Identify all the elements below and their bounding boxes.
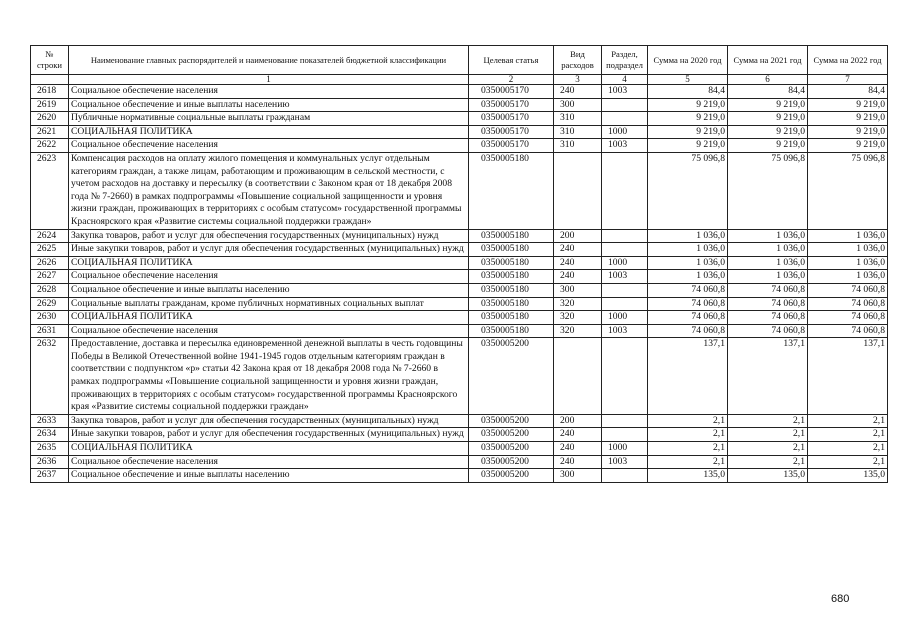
row-name: СОЦИАЛЬНАЯ ПОЛИТИКА	[69, 442, 469, 456]
row-number: 2621	[31, 125, 69, 139]
row-sum-2020: 75 096,8	[648, 152, 728, 229]
row-target: 0350005180	[469, 324, 554, 338]
row-sum-2020: 9 219,0	[648, 139, 728, 153]
column-number: 2	[469, 75, 554, 85]
row-sum-2021: 2,1	[728, 442, 808, 456]
table-row	[31, 125, 888, 139]
row-number: 2632	[31, 338, 69, 415]
header-name: Наименование главных распорядителей и наименование показателей бюджетной классификации	[69, 46, 469, 75]
row-sum-2021: 74 060,8	[728, 297, 808, 311]
row-target: 0350005180	[469, 270, 554, 284]
row-section	[602, 297, 648, 311]
row-section: 1003	[602, 455, 648, 469]
row-section: 1000	[602, 125, 648, 139]
row-target: 0350005180	[469, 311, 554, 325]
row-sum-2021: 1 036,0	[728, 256, 808, 270]
row-number: 2619	[31, 98, 69, 112]
row-sum-2021: 1 036,0	[728, 229, 808, 243]
row-sum-2021: 9 219,0	[728, 112, 808, 126]
row-section: 1000	[602, 256, 648, 270]
header-row-no: № строки	[31, 46, 69, 75]
header-sum-2020: Сумма на 2020 год	[648, 46, 728, 75]
row-name: СОЦИАЛЬНАЯ ПОЛИТИКА	[69, 311, 469, 325]
row-sum-2021: 2,1	[728, 455, 808, 469]
row-target: 0350005170	[469, 112, 554, 126]
row-number: 2625	[31, 243, 69, 257]
row-target: 0350005170	[469, 125, 554, 139]
row-number: 2636	[31, 455, 69, 469]
row-expense-type: 320	[554, 297, 602, 311]
row-sum-2022: 1 036,0	[808, 256, 888, 270]
row-expense-type: 310	[554, 125, 602, 139]
row-number: 2633	[31, 414, 69, 428]
row-expense-type: 310	[554, 139, 602, 153]
column-number-row	[31, 75, 888, 85]
table-row	[31, 324, 888, 338]
row-sum-2020: 1 036,0	[648, 256, 728, 270]
table-row	[31, 229, 888, 243]
table-row	[31, 311, 888, 325]
column-number: 4	[602, 75, 648, 85]
row-target: 0350005180	[469, 297, 554, 311]
table-row	[31, 112, 888, 126]
row-sum-2021: 74 060,8	[728, 324, 808, 338]
row-section	[602, 469, 648, 483]
table-row	[31, 256, 888, 270]
row-target: 0350005170	[469, 85, 554, 99]
row-section: 1003	[602, 324, 648, 338]
header-sum-2022: Сумма на 2022 год	[808, 46, 888, 75]
row-sum-2020: 1 036,0	[648, 243, 728, 257]
row-sum-2022: 2,1	[808, 442, 888, 456]
row-sum-2022: 74 060,8	[808, 324, 888, 338]
row-sum-2021: 137,1	[728, 338, 808, 415]
row-section: 1003	[602, 139, 648, 153]
header-sum-2021: Сумма на 2021 год	[728, 46, 808, 75]
row-number: 2634	[31, 428, 69, 442]
row-sum-2020: 9 219,0	[648, 125, 728, 139]
row-target: 0350005180	[469, 256, 554, 270]
row-section	[602, 112, 648, 126]
row-name: Социальное обеспечение населения	[69, 139, 469, 153]
row-expense-type: 310	[554, 112, 602, 126]
row-target: 0350005200	[469, 414, 554, 428]
row-target: 0350005200	[469, 338, 554, 415]
row-name: СОЦИАЛЬНАЯ ПОЛИТИКА	[69, 125, 469, 139]
column-number: 3	[554, 75, 602, 85]
row-number: 2635	[31, 442, 69, 456]
row-sum-2022: 137,1	[808, 338, 888, 415]
header-expense-type: Вид расходов	[554, 46, 602, 75]
row-sum-2020: 1 036,0	[648, 270, 728, 284]
row-sum-2021: 2,1	[728, 428, 808, 442]
row-expense-type: 240	[554, 243, 602, 257]
column-number	[31, 75, 69, 85]
table-row	[31, 283, 888, 297]
row-sum-2020: 2,1	[648, 455, 728, 469]
row-sum-2020: 2,1	[648, 442, 728, 456]
row-name: Иные закупки товаров, работ и услуг для обеспечения государственных (муниципальных) нужд	[69, 428, 469, 442]
row-sum-2021: 74 060,8	[728, 283, 808, 297]
row-number: 2629	[31, 297, 69, 311]
row-name: Публичные нормативные социальные выплаты гражданам	[69, 112, 469, 126]
table-row	[31, 442, 888, 456]
column-number: 5	[648, 75, 728, 85]
header-target: Целевая статья	[469, 46, 554, 75]
table-row	[31, 98, 888, 112]
header-section: Раздел, подраздел	[602, 46, 648, 75]
row-name: Социальное обеспечение населения	[69, 324, 469, 338]
row-expense-type: 240	[554, 455, 602, 469]
row-sum-2022: 1 036,0	[808, 229, 888, 243]
row-expense-type: 300	[554, 98, 602, 112]
row-name: Закупка товаров, работ и услуг для обеспечения государственных (муниципальных) нужд	[69, 229, 469, 243]
row-expense-type: 300	[554, 469, 602, 483]
column-number: 6	[728, 75, 808, 85]
row-number: 2628	[31, 283, 69, 297]
row-expense-type: 240	[554, 256, 602, 270]
row-target: 0350005180	[469, 229, 554, 243]
row-sum-2020: 9 219,0	[648, 98, 728, 112]
row-sum-2022: 1 036,0	[808, 270, 888, 284]
row-sum-2022: 9 219,0	[808, 98, 888, 112]
row-target: 0350005200	[469, 469, 554, 483]
table-body	[31, 85, 888, 483]
row-sum-2021: 84,4	[728, 85, 808, 99]
column-number: 7	[808, 75, 888, 85]
row-name: Иные закупки товаров, работ и услуг для обеспечения государственных (муниципальных) нужд	[69, 243, 469, 257]
row-sum-2022: 1 036,0	[808, 243, 888, 257]
row-expense-type: 240	[554, 85, 602, 99]
row-sum-2020: 2,1	[648, 428, 728, 442]
table-row	[31, 469, 888, 483]
table-row	[31, 297, 888, 311]
table-row	[31, 270, 888, 284]
table-row	[31, 139, 888, 153]
row-expense-type: 240	[554, 428, 602, 442]
header-row	[31, 46, 888, 75]
row-sum-2021: 9 219,0	[728, 98, 808, 112]
row-number: 2627	[31, 270, 69, 284]
table-row	[31, 152, 888, 229]
row-section: 1000	[602, 442, 648, 456]
row-sum-2020: 135,0	[648, 469, 728, 483]
row-sum-2021: 135,0	[728, 469, 808, 483]
row-target: 0350005180	[469, 243, 554, 257]
row-name: Компенсация расходов на оплату жилого помещения и коммунальных услуг отдельным категориям граждан, а также лицам, работающим и проживающим в сельской местности, с учетом расходов на доставку и пересылку (в соответствии с Законом края от 18 декабря 2008 года № 7-2660) в рамках подпрограммы «Повышение социальной защищенности и уровня жизни граждан, проживающих в территориях с особым статусом» государственной программы Красноярского края «Развитие системы социальной поддержки граждан»	[69, 152, 469, 229]
row-expense-type: 200	[554, 229, 602, 243]
table-row	[31, 455, 888, 469]
row-sum-2021: 74 060,8	[728, 311, 808, 325]
page-number: 680	[831, 593, 850, 605]
row-target: 0350005180	[469, 283, 554, 297]
row-sum-2020: 74 060,8	[648, 283, 728, 297]
table-row	[31, 85, 888, 99]
row-target: 0350005200	[469, 428, 554, 442]
row-expense-type: 240	[554, 270, 602, 284]
row-sum-2022: 84,4	[808, 85, 888, 99]
column-number: 1	[69, 75, 469, 85]
row-sum-2022: 135,0	[808, 469, 888, 483]
row-section: 1003	[602, 270, 648, 284]
row-number: 2618	[31, 85, 69, 99]
row-name: СОЦИАЛЬНАЯ ПОЛИТИКА	[69, 256, 469, 270]
table-row	[31, 414, 888, 428]
row-sum-2022: 2,1	[808, 455, 888, 469]
row-expense-type: 320	[554, 324, 602, 338]
row-name: Социальное обеспечение и иные выплаты населению	[69, 98, 469, 112]
row-target: 0350005200	[469, 455, 554, 469]
row-sum-2021: 9 219,0	[728, 139, 808, 153]
row-section	[602, 243, 648, 257]
row-section	[602, 283, 648, 297]
row-target: 0350005170	[469, 139, 554, 153]
row-target: 0350005180	[469, 152, 554, 229]
row-number: 2622	[31, 139, 69, 153]
row-sum-2020: 74 060,8	[648, 324, 728, 338]
row-expense-type	[554, 338, 602, 415]
row-section: 1003	[602, 85, 648, 99]
row-section	[602, 98, 648, 112]
row-name: Закупка товаров, работ и услуг для обеспечения государственных (муниципальных) нужд	[69, 414, 469, 428]
row-sum-2022: 9 219,0	[808, 125, 888, 139]
row-section: 1000	[602, 311, 648, 325]
row-sum-2022: 9 219,0	[808, 139, 888, 153]
row-section	[602, 338, 648, 415]
row-sum-2020: 9 219,0	[648, 112, 728, 126]
row-sum-2020: 84,4	[648, 85, 728, 99]
row-target: 0350005200	[469, 442, 554, 456]
row-name: Предоставление, доставка и пересылка единовременной денежной выплаты в честь годовщины Победы в Великой Отечественной войне 1941-1945 годов отдельным категориям граждан в соответствии с подпунктом «р» статьи 42 Закона края от 18 декабря 2008 года № 7-2660 в рамках подпрограммы «Повышение социальной защищенности и уровня жизни граждан, проживающих в территориях с особым статусом» государственной программы Красноярского края «Развитие системы социальной поддержки граждан»	[69, 338, 469, 415]
row-name: Социальное обеспечение и иные выплаты населению	[69, 469, 469, 483]
table-row	[31, 428, 888, 442]
row-number: 2631	[31, 324, 69, 338]
row-sum-2022: 2,1	[808, 428, 888, 442]
table-row	[31, 338, 888, 415]
row-sum-2022: 74 060,8	[808, 297, 888, 311]
row-expense-type: 300	[554, 283, 602, 297]
row-sum-2021: 9 219,0	[728, 125, 808, 139]
row-sum-2022: 75 096,8	[808, 152, 888, 229]
row-sum-2020: 1 036,0	[648, 229, 728, 243]
row-section	[602, 428, 648, 442]
row-number: 2637	[31, 469, 69, 483]
row-expense-type	[554, 152, 602, 229]
row-expense-type: 240	[554, 442, 602, 456]
row-sum-2021: 1 036,0	[728, 270, 808, 284]
row-sum-2020: 74 060,8	[648, 311, 728, 325]
row-expense-type: 200	[554, 414, 602, 428]
row-name: Социальные выплаты гражданам, кроме публичных нормативных социальных выплат	[69, 297, 469, 311]
row-sum-2020: 74 060,8	[648, 297, 728, 311]
row-target: 0350005170	[469, 98, 554, 112]
row-sum-2022: 74 060,8	[808, 283, 888, 297]
row-name: Социальное обеспечение населения	[69, 455, 469, 469]
row-number: 2630	[31, 311, 69, 325]
row-name: Социальное обеспечение и иные выплаты населению	[69, 283, 469, 297]
row-sum-2022: 2,1	[808, 414, 888, 428]
budget-table	[30, 45, 888, 483]
row-number: 2624	[31, 229, 69, 243]
row-sum-2021: 2,1	[728, 414, 808, 428]
row-section	[602, 414, 648, 428]
row-section	[602, 152, 648, 229]
table-row	[31, 243, 888, 257]
row-section	[602, 229, 648, 243]
row-number: 2626	[31, 256, 69, 270]
row-name: Социальное обеспечение населения	[69, 270, 469, 284]
row-sum-2021: 75 096,8	[728, 152, 808, 229]
row-name: Социальное обеспечение населения	[69, 85, 469, 99]
row-sum-2022: 9 219,0	[808, 112, 888, 126]
row-expense-type: 320	[554, 311, 602, 325]
row-sum-2020: 2,1	[648, 414, 728, 428]
row-sum-2022: 74 060,8	[808, 311, 888, 325]
row-sum-2021: 1 036,0	[728, 243, 808, 257]
row-number: 2620	[31, 112, 69, 126]
row-sum-2020: 137,1	[648, 338, 728, 415]
row-number: 2623	[31, 152, 69, 229]
